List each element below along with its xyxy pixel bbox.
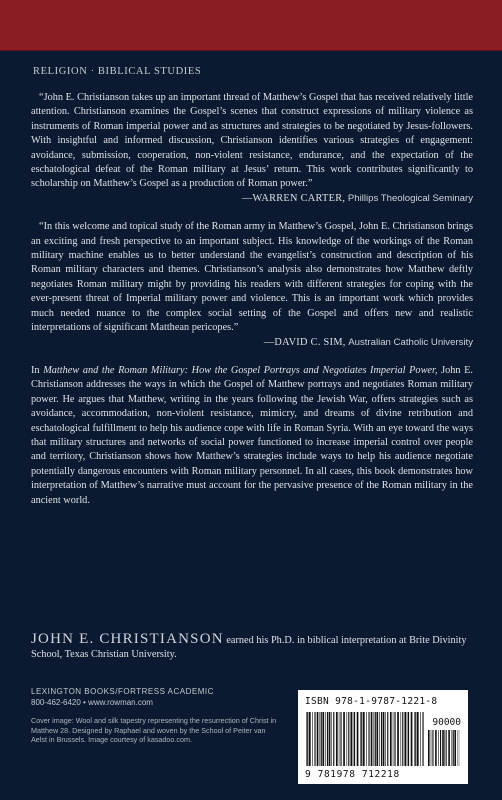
- ean-barcode-bars: [306, 712, 424, 766]
- publisher-name: LEXINGTON BOOKS/FORTRESS ACADEMIC: [31, 687, 214, 696]
- author-name: JOHN E. CHRISTIANSON: [31, 631, 224, 647]
- endorser-affiliation: Australian Catholic University: [348, 336, 473, 348]
- addon-barcode-bars: [428, 730, 460, 766]
- description-intro: In: [31, 364, 40, 376]
- isbn-label: ISBN 978-1-9787-1221-8: [305, 696, 438, 707]
- publisher-contact: 800-462-6420 • www.rowman.com: [31, 698, 153, 707]
- endorsement-attribution-2: [31, 336, 473, 350]
- endorser-name: —DAVID C. SIM,: [263, 336, 346, 348]
- description-body: John E. Christianson addresses the ways in which the Gospel of Matthew portrays and negotiates Roman military power. He argues that Matthew, writing in the years following the Jewish War, offers strategies such as avoidance, accommodation, non-violent resistance, mimicry, and dreams of divine retribution and eschatological fulfillment to help his audience cope with life in Roman Syria. With an eye toward the ways that military structures and networks of social power functioned to increase imperial control over people and territory, Christianson shows how Matthew’s strategies include ways to help his audience negotiate potentially dangerous encounters with Roman military personnel. In all cases, this book demonstrates how interpretation of Matthew’s narrative must account for the pervasive presence of the Roman military in the ancient world.: [31, 364, 474, 506]
- back-cover-text: [31, 66, 473, 508]
- publisher-info: [31, 686, 281, 745]
- endorser-affiliation: Phillips Theological Seminary: [347, 192, 473, 204]
- endorsement-quote-2: “In this welcome and topical study of the Roman army in Matthew’s Gospel, John E. Christianson brings an exciting and fresh perspective to an important subject. His knowledge of the workings of the Roman military machine enables us to better understand the evangelist’s construction and description of his Roman military characters and themes. Christianson’s analysis also demonstrates how Matthew deftly negotiates Roman military might by providing his readers with different strategies for coping with the ever-present threat of Imperial military power and violence. This is an important work which provides much needed nuance to the complex social setting of the Gospel and offers new and realistic interpretations of significant Matthean pericopes.”: [31, 221, 473, 334]
- isbn-barcode: [298, 690, 468, 784]
- endorser-name: —WARREN CARTER,: [241, 192, 346, 204]
- endorsement-quote-1: “John E. Christianson takes up an important thread of Matthew’s Gospel that has received relatively little attention. Christianson examines the Gospel’s scenes that construct expressions of military violence as instruments of Roman imperial power and as structures and strategies to be negotiated by Jesus-followers. With insightful and informed discussion, Christianson identifies various strategies of engagement: avoidance, submission, cooperation, non-violent resistance, endurance, and the expectation of the eschatological defeat of the Roman military at Jesus’ return. This work contributes significantly to scholarship on Matthew’s Gospel as a production of Roman power.”: [31, 92, 473, 190]
- book-title: Matthew and the Roman Military: How the Gospel Portrays and Negotiates Imperial Power,: [43, 364, 438, 376]
- author-bio-text: earned his Ph.D. in biblical interpretation at Brite Divinity School, Texas Christian University.: [31, 635, 467, 661]
- endorsement-attribution-1: [31, 192, 473, 206]
- ean-digits: 9 781978 712218: [305, 769, 400, 780]
- cover-credit: Cover image: Wool and silk tapestry representing the resurrection of Christ in Matthew 28. Designed by Raphael and woven by the School of Peiter van Aelst in Brussels. Image courtesy of kasadoo.com.: [31, 716, 277, 745]
- category-label: RELIGION · BIBLICAL STUDIES: [33, 66, 202, 77]
- book-description: [31, 364, 473, 508]
- top-red-band: [0, 0, 502, 51]
- author-bio: [31, 632, 473, 663]
- price-code: 90000: [432, 717, 461, 728]
